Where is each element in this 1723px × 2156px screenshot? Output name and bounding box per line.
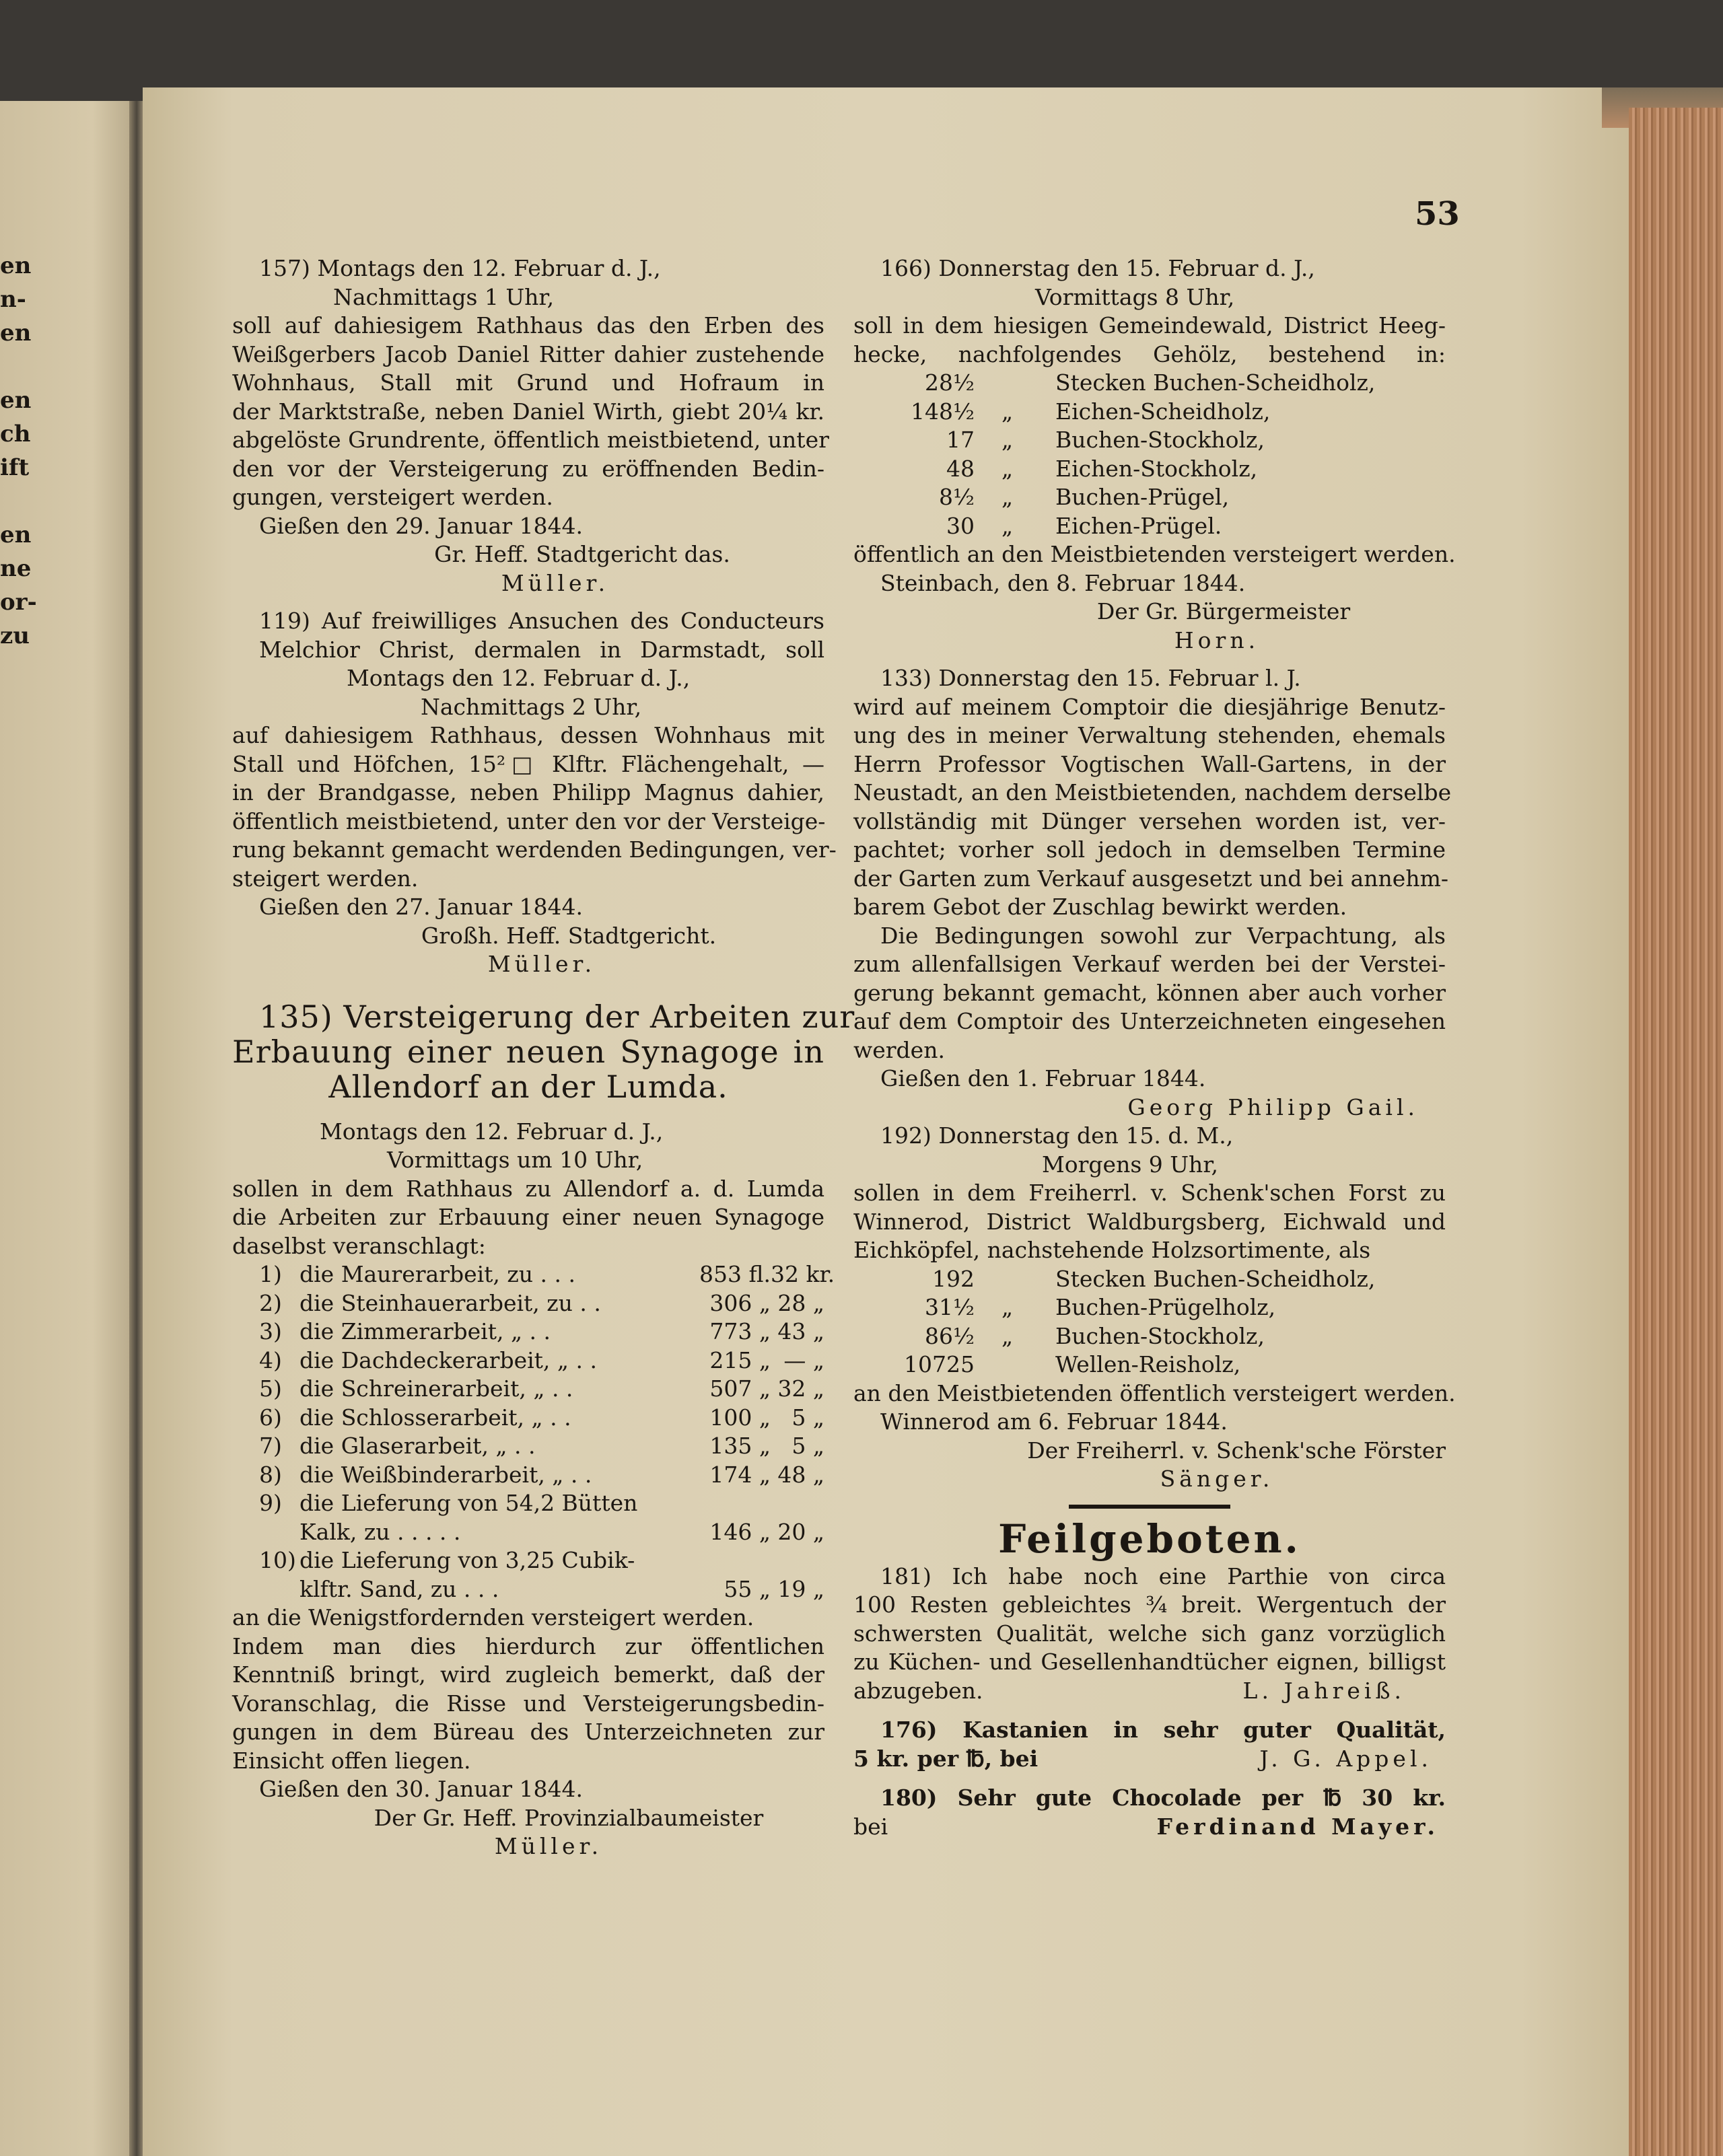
column-left (232, 254, 855, 1861)
list-item (853, 512, 1446, 541)
margin-fragment: en (0, 320, 32, 347)
list-cell: „ (1001, 1294, 1014, 1320)
table-cell: 32 kr. (771, 1261, 835, 1287)
list-cell (1001, 1351, 1055, 1379)
list-item (853, 1351, 1446, 1379)
notice-body-last: gungen, versteigert werden. (232, 484, 553, 510)
table-cell: 507 „ (709, 1375, 771, 1402)
list-cell: 10725 (904, 1351, 975, 1377)
notice-body-last: Einsicht offen liegen. (232, 1747, 471, 1774)
table-cell (663, 1546, 771, 1575)
text-line: zum allenfallsigen Verkauf werden bei der Verstei- (853, 951, 1446, 977)
notice-body (232, 1632, 824, 1747)
table-cell: 32 „ (777, 1375, 824, 1402)
table-cell: klftr. Sand, zu . . . (300, 1575, 499, 1602)
table-row (232, 1375, 824, 1404)
table-cell: 1) (259, 1261, 282, 1287)
table-cell: 146 „ (709, 1518, 771, 1545)
notice-time: Nachmittags 2 Uhr, (421, 693, 642, 720)
list-cell: Eichen-Scheidholz, (1055, 398, 1271, 425)
notice-176 (853, 1716, 1446, 1773)
text-line: öffentlich meistbietend, unter den vor der Versteige- (232, 807, 826, 834)
list-cell: „ (1001, 1322, 1014, 1349)
notice-signer: Müller. (501, 569, 610, 596)
table-row (232, 1489, 824, 1518)
list-item (853, 483, 1446, 512)
wood-list (853, 369, 1446, 540)
notice-heading: 133) Donnerstag den 15. Februar l. J. (880, 665, 1301, 691)
notice-date: Gießen den 29. Januar 1844. (259, 512, 583, 539)
notice-body-last: Eichköpfel, nachstehende Holzsortimente, als (853, 1237, 1371, 1263)
notice-body-last: werden. (853, 1036, 945, 1063)
notice-date: Gießen den 1. Februar 1844. (880, 1065, 1206, 1091)
list-cell: Stecken Buchen-Scheidholz, (1055, 1265, 1376, 1292)
margin-fragment: en (0, 252, 32, 279)
table-cell: 306 „ (709, 1289, 771, 1316)
table-cell: 10) (259, 1547, 296, 1573)
table-cell: 9) (259, 1490, 282, 1516)
table-cell: 2) (259, 1289, 282, 1316)
text-line: Weißgerbers Jacob Daniel Ritter dahier zustehende (232, 340, 824, 367)
notice-title: Erbauung einer neuen Synagoge in (232, 1033, 824, 1070)
table-cell (259, 1518, 300, 1547)
book-gutter (129, 101, 144, 2156)
text-line: vollständig mit Dünger versehen worden ist, ver- (853, 807, 1446, 834)
list-cell: 86½ (925, 1322, 975, 1349)
table-cell: 5 „ (792, 1433, 824, 1459)
list-cell: Buchen-Prügelholz, (1055, 1294, 1276, 1320)
list-cell: 148½ (911, 398, 975, 425)
list-item (853, 455, 1446, 484)
column-right (853, 254, 1456, 1841)
notice-signature: Der Gr. Bürgermeister (1096, 598, 1351, 624)
text-line: Herrn Professor Vogtischen Wall-Gartens, in der (853, 750, 1446, 777)
notice-135 (232, 998, 855, 1861)
text-line: Melchior Christ, dermalen in Darmstadt, soll (259, 636, 824, 663)
table-cell: 5) (259, 1375, 282, 1402)
margin-fragment: en (0, 387, 32, 414)
margin-fragment (0, 484, 27, 518)
table-cell: 43 „ (777, 1318, 824, 1344)
list-cell: Stecken Buchen-Scheidholz, (1055, 369, 1376, 396)
text-line: auf dahiesigem Rathhaus, dessen Wohnhaus mit (232, 722, 824, 748)
table-row (232, 1346, 824, 1375)
section-rule (1069, 1505, 1230, 1509)
list-item (853, 1322, 1446, 1351)
text-line: zu Küchen- und Gesellenhandtücher eignen, billigst (853, 1649, 1446, 1675)
text-line: gungen in dem Büreau des Unterzeichneten zur (232, 1719, 824, 1745)
table-cell: 19 „ (777, 1575, 824, 1602)
notice-title: 135) Versteigerung der Arbeiten zur (259, 998, 855, 1035)
text-line: Wohnhaus, Stall mit Grund und Hofraum in (232, 369, 824, 396)
notice-119 (232, 607, 837, 979)
notice-heading: Montags den 12. Februar d. J., (347, 665, 691, 691)
list-cell: Buchen-Stockholz, (1055, 1322, 1265, 1349)
list-cell: 192 (932, 1265, 975, 1292)
cost-table (232, 1260, 835, 1604)
list-item (853, 1293, 1446, 1322)
list-item (853, 398, 1446, 427)
notice-after: an den Meistbietenden öffentlich versteigert werden. (853, 1379, 1456, 1406)
section-heading: Feilgeboten. (998, 1515, 1301, 1562)
notice-after: öffentlich an den Meistbietenden versteigert werden. (853, 541, 1456, 567)
notice-body (853, 1562, 1446, 1677)
text-line: Die Bedingungen sowohl zur Verpachtung, als (880, 922, 1446, 949)
list-cell: Buchen-Prügel, (1055, 484, 1230, 510)
list-cell: Eichen-Stockholz, (1055, 455, 1258, 482)
list-cell: „ (1001, 398, 1014, 425)
notice-192 (853, 1122, 1456, 1494)
table-cell: die Lieferung von 54,2 Bütten (300, 1490, 638, 1516)
notice-time: Vormittags um 10 Uhr, (387, 1147, 643, 1173)
notice-signer: Müller. (487, 951, 596, 977)
notice-body (853, 1179, 1446, 1236)
notice-body (232, 312, 829, 483)
notice-signer: Horn. (1174, 626, 1260, 653)
text-line: ung des in meiner Verwaltung stehenden, ehemals (853, 722, 1446, 748)
notice-180 (853, 1784, 1446, 1841)
table-cell: — „ (783, 1346, 824, 1373)
notice-157 (232, 254, 829, 598)
table-cell: die Zimmerarbeit, „ . . (300, 1318, 551, 1344)
notice-181 (853, 1562, 1446, 1706)
text-line: hecke, nachfolgendes Gehölz, bestehend in: (853, 340, 1446, 367)
notice-signature: Der Freiherrl. v. Schenk'sche Förster (1027, 1437, 1446, 1464)
notice-heading: 157) Montags den 12. Februar d. J., (259, 255, 661, 281)
list-cell: 31½ (925, 1294, 975, 1320)
notice-body (853, 693, 1452, 894)
table-cell: 48 „ (777, 1461, 824, 1488)
text-line: 181) Ich habe noch eine Parthie von circa (880, 1562, 1446, 1589)
text-line: pachtet; vorher soll jedoch in demselben Termine (853, 836, 1446, 863)
table-cell: 174 „ (709, 1461, 771, 1488)
table-cell: 100 „ (709, 1404, 771, 1431)
table-cell: Kalk, zu . . . . . (300, 1518, 461, 1545)
list-cell: 28½ (925, 369, 975, 396)
table-cell: die Weißbinderarbeit, „ . . (300, 1461, 592, 1488)
notice-date: Gießen den 30. Januar 1844. (259, 1776, 583, 1802)
notice-body (232, 607, 824, 664)
table-cell (663, 1489, 771, 1518)
table-cell: 55 „ (724, 1575, 771, 1602)
table-cell (771, 1546, 824, 1575)
notice-body-last: abzugeben. (853, 1677, 983, 1704)
text-line: in der Brandgasse, neben Philipp Magnus dahier, (232, 779, 824, 805)
wood-list (853, 1265, 1446, 1379)
text-line: 100 Resten gebleichtes ¾ breit. Wergentuch der (853, 1591, 1446, 1618)
notice-body (232, 1175, 824, 1232)
table-cell (771, 1489, 824, 1518)
notice-signature: Der Gr. Heff. Provinzialbaumeister (374, 1804, 764, 1831)
margin-fragment: n- (0, 286, 26, 313)
notice-body-last: steigert werden. (232, 865, 419, 892)
table-cell (259, 1575, 300, 1604)
list-cell (1001, 1265, 1055, 1294)
text-line: der Garten zum Verkauf ausgesetzt und bei annehm- (853, 865, 1449, 892)
text-line: abgelöste Grundrente, öffentlich meistbietend, unter (232, 427, 829, 453)
notice-after: an die Wenigstfordernden versteigert werden. (232, 1604, 754, 1630)
table-cell: 135 „ (709, 1433, 771, 1459)
list-cell: 48 (946, 455, 975, 482)
notice-body (853, 922, 1446, 1036)
text-line: sollen in dem Rathhaus zu Allendorf a. d. Lumda (232, 1175, 824, 1202)
table-cell: die Steinhauerarbeit, zu . . (300, 1289, 601, 1316)
text-line: soll in dem hiesigen Gemeindewald, District Heeg- (853, 312, 1446, 338)
notice-title: Allendorf an der Lumda. (328, 1068, 728, 1105)
table-cell: die Schlosserarbeit, „ . . (300, 1404, 571, 1431)
text-line: Voranschlag, die Risse und Versteigerungsbedin- (232, 1690, 824, 1717)
notice-body-last: daselbst veranschlagt: (232, 1232, 486, 1259)
text-line: den vor der Versteigerung zu eröffnenden Bedin- (232, 455, 824, 482)
text-line: wird auf meinem Comptoir die diesjährige Benutz- (853, 693, 1446, 720)
notice-heading: Montags den 12. Februar d. J., (320, 1118, 664, 1145)
margin-fragment: en (0, 522, 32, 548)
notice-date: Gießen den 27. Januar 1844. (259, 894, 583, 920)
text-line: Neustadt, an den Meistbietenden, nachdem derselbe (853, 779, 1452, 805)
list-cell: 8½ (939, 484, 975, 510)
table-row (232, 1404, 824, 1433)
notice-signer: Ferdinand Mayer. (1156, 1813, 1439, 1840)
notice-signer: Sänger. (1160, 1466, 1274, 1492)
margin-fragment: ift (0, 454, 30, 481)
table-cell: 853 fl. (699, 1261, 771, 1287)
notice-166 (853, 254, 1456, 655)
text-line: gerung bekannt gemacht, können aber auch vorher (853, 979, 1446, 1006)
margin-fragment: ne (0, 555, 32, 582)
notice-signer: Georg Philipp Gail. (1127, 1093, 1419, 1120)
notice-body: 5 kr. per ℔, bei (853, 1745, 1039, 1772)
text-line: schwersten Qualität, welche sich ganz vorzüglich (853, 1620, 1446, 1647)
table-cell: 7) (259, 1433, 282, 1459)
notice-heading: 192) Donnerstag den 15. d. M., (880, 1122, 1234, 1149)
notice-signer: Müller. (494, 1833, 603, 1859)
text-line: auf dem Comptoir des Unterzeichneten eingesehen (853, 1008, 1446, 1034)
table-cell: 8) (259, 1461, 282, 1488)
notice-date: Steinbach, den 8. Februar 1844. (880, 569, 1246, 596)
table-cell: die Lieferung von 3,25 Cubik- (300, 1547, 635, 1573)
margin-fragment (0, 350, 27, 384)
text-line: Indem man dies hierdurch zur öffentlichen (232, 1632, 824, 1659)
text-line: sollen in dem Freiherrl. v. Schenk'schen Forst zu (853, 1180, 1446, 1206)
list-cell: Buchen-Stockholz, (1055, 427, 1265, 453)
notice-133 (853, 664, 1452, 1122)
table-cell: 773 „ (709, 1318, 771, 1344)
notice-time: Morgens 9 Uhr, (1042, 1151, 1218, 1178)
notice-time: Vormittags 8 Uhr, (1035, 283, 1235, 310)
table-row (232, 1260, 835, 1289)
list-item (853, 426, 1446, 455)
text-line: Stall und Höfchen, 15²□ Klftr. Flächengehalt, — (232, 750, 824, 777)
table-row (232, 1518, 824, 1547)
table-cell: die Dachdeckerarbeit, „ . . (300, 1346, 597, 1373)
table-cell: 5 „ (792, 1404, 824, 1431)
table-cell: 215 „ (709, 1346, 771, 1373)
margin-fragment: or- (0, 589, 37, 616)
list-item (853, 369, 1446, 398)
page-stack-edges (1629, 108, 1723, 2156)
list-cell: „ (1001, 455, 1014, 482)
table-row (232, 1289, 824, 1318)
list-cell: „ (1001, 512, 1014, 539)
margin-fragment: zu (0, 622, 30, 649)
margin-fragment: ch (0, 421, 31, 447)
table-row (232, 1575, 824, 1604)
table-row (232, 1461, 824, 1490)
list-cell (1001, 369, 1055, 398)
table-cell: die Glaserarbeit, „ . . (300, 1433, 536, 1459)
notice-body: bei (853, 1813, 888, 1840)
notice-signer: J. G. Appel. (1259, 1745, 1432, 1772)
list-cell: 30 (946, 512, 975, 539)
text-line: rung bekannt gemacht werdenden Bedingungen, ver- (232, 836, 837, 863)
table-cell: 20 „ (777, 1518, 824, 1545)
notice-body (232, 721, 837, 865)
table-cell: 6) (259, 1404, 282, 1431)
table-cell: 4) (259, 1346, 282, 1373)
left-margin-fragments (0, 249, 37, 653)
notice-time: Nachmittags 1 Uhr, (333, 283, 555, 310)
list-cell: Eichen-Prügel. (1055, 512, 1222, 539)
page-number: 53 (1415, 195, 1460, 233)
notice-date: Winnerod am 6. Februar 1844. (880, 1408, 1228, 1435)
list-cell: 17 (946, 427, 975, 453)
table-row (232, 1546, 824, 1575)
table-row (232, 1432, 824, 1461)
table-row (232, 1318, 824, 1346)
text-line: Winnerod, District Waldburgsberg, Eichwald und (853, 1208, 1446, 1235)
notice-heading: 176) Kastanien in sehr guter Qualität, (880, 1717, 1446, 1743)
notice-signer: L. Jahreiß. (1242, 1677, 1405, 1704)
table-cell: 28 „ (777, 1289, 824, 1316)
table-cell: die Schreinerarbeit, „ . . (300, 1375, 573, 1402)
notice-heading: 166) Donnerstag den 15. Februar d. J., (880, 255, 1315, 281)
text-line: 119) Auf freiwilliges Ansuchen des Conducteurs (259, 608, 824, 634)
text-line: die Arbeiten zur Erbauung einer neuen Synagoge (232, 1204, 824, 1230)
text-line: der Marktstraße, neben Daniel Wirth, giebt 20¼ kr. (232, 398, 824, 425)
notice-signature: Großh. Heff. Stadtgericht. (421, 922, 717, 949)
notice-body-last: barem Gebot der Zuschlag bewirkt werden. (853, 894, 1347, 920)
text-line: Kenntniß bringt, wird zugleich bemerkt, daß der (232, 1661, 824, 1688)
list-item (853, 1265, 1446, 1294)
notice-body (853, 312, 1446, 369)
table-cell: die Maurerarbeit, zu . . . (300, 1261, 575, 1287)
table-cell: 3) (259, 1318, 282, 1344)
notice-heading: 180) Sehr gute Chocolade per ℔ 30 kr. (880, 1785, 1446, 1811)
list-cell: „ (1001, 427, 1014, 453)
list-cell: „ (1001, 484, 1014, 510)
notice-signature: Gr. Heff. Stadtgericht das. (434, 541, 730, 567)
text-line: soll auf dahiesigem Rathhaus das den Erben des (232, 312, 824, 338)
list-cell: Wellen-Reisholz, (1055, 1351, 1241, 1377)
